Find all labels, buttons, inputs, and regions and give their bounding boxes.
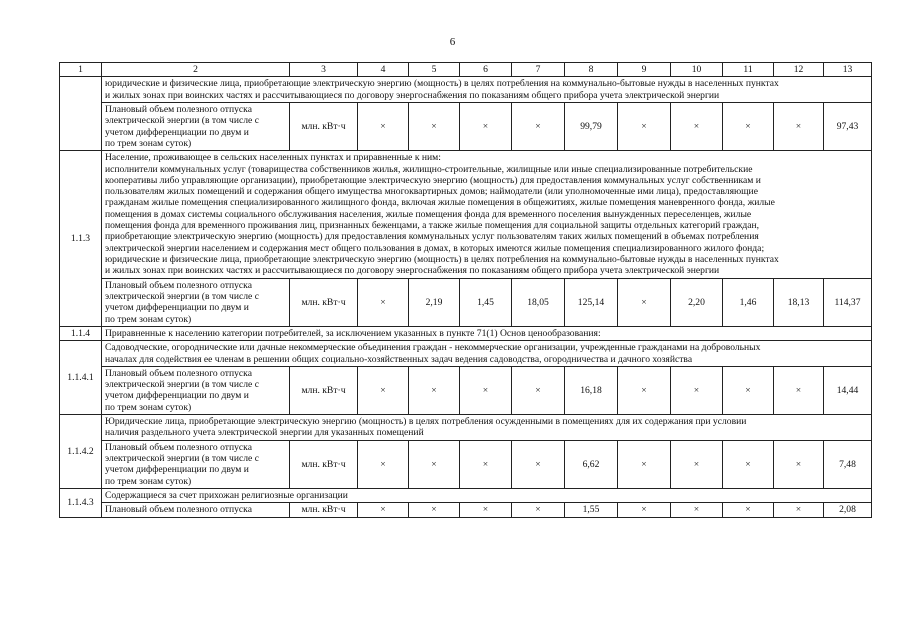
table-body <box>60 63 872 518</box>
value-cell: × <box>618 278 671 326</box>
volume-label <box>102 102 290 150</box>
volume-label <box>102 366 290 414</box>
value-cell: × <box>358 278 409 326</box>
value-cell: × <box>618 366 671 414</box>
volume-label-line: Плановый объем полезного отпуска <box>105 441 252 453</box>
value-cell: × <box>358 503 409 517</box>
value-cell: 16,18 <box>565 366 618 414</box>
value-cell: × <box>358 440 409 488</box>
volume-label-line: электрической энергии (в том числе с <box>105 379 259 391</box>
category-description <box>102 341 872 367</box>
volume-label-line: учетом дифференциации по двум и <box>105 464 249 476</box>
description-line: наличия раздельного учета электрической энергии для указанных помещений <box>105 427 424 439</box>
section-row <box>60 326 872 340</box>
value-cell: × <box>512 366 565 414</box>
unit-cell: млн. кВт·ч <box>290 102 358 150</box>
value-cell: 114,37 <box>824 278 872 326</box>
col-header-3: 3 <box>290 63 358 77</box>
item-number: 1.1.4.3 <box>60 488 102 517</box>
value-cell: × <box>460 102 512 150</box>
volume-label-line: учетом дифференциации по двум и <box>105 126 249 138</box>
description-line: Содержащиеся за счет прихожан религиозные организации <box>105 489 348 501</box>
tariff-table <box>59 62 872 518</box>
item-number: 1.1.4.2 <box>60 415 102 489</box>
description-line: приобретающие электрическую энергию (мощность) для предоставления коммунальных услуг пользователям таких жилых помещений в объемах потребления <box>105 231 759 243</box>
description-line: Население, проживающее в сельских населенных пунктах и приравненные к ним: <box>105 152 441 164</box>
value-cell: 14,44 <box>824 366 872 414</box>
volume-label-line: учетом дифференциации по двум и <box>105 302 249 314</box>
value-cell: 2,08 <box>824 503 872 517</box>
volume-label-line: Плановый объем полезного отпуска <box>105 103 252 115</box>
value-cell: × <box>774 440 824 488</box>
value-cell: 1,46 <box>723 278 774 326</box>
description-line: пользователям жилых помещений и содержания общего имущества многоквартирных домов; наймодатели (или уполномоченные ими лица), предоставляющие <box>105 186 758 198</box>
value-cell: 6,62 <box>565 440 618 488</box>
item-number <box>60 77 102 151</box>
value-cell: × <box>774 366 824 414</box>
value-cell: 99,79 <box>565 102 618 150</box>
value-cell: × <box>460 366 512 414</box>
value-cell: 7,48 <box>824 440 872 488</box>
description-line: и жилых зонах при воинских частях и рассчитывающиеся по договору энергоснабжения по показаниям общего прибора учета электрической энергии <box>105 89 720 101</box>
col-header-6: 6 <box>460 63 512 77</box>
value-cell: × <box>358 102 409 150</box>
col-header-1: 1 <box>60 63 102 77</box>
volume-label-line: по трем зонам суток) <box>105 313 192 325</box>
value-cell: × <box>512 440 565 488</box>
value-cell: × <box>512 102 565 150</box>
value-cell: × <box>358 366 409 414</box>
values-row <box>60 503 872 517</box>
item-number: 1.1.4.1 <box>60 341 102 415</box>
col-header-7: 7 <box>512 63 565 77</box>
value-cell: × <box>618 503 671 517</box>
description-line: Юридические лица, приобретающие электрическую энергию (мощность) в целях потребления осужденными в помещениях для их содержания при условии <box>105 416 747 428</box>
value-cell: 2,19 <box>409 278 460 326</box>
col-header-10: 10 <box>671 63 723 77</box>
item-number: 1.1.4 <box>60 326 102 340</box>
description-line: юридические и физические лица, приобретающие электрическую энергию (мощность) в целях потребления на коммунально-бытовые нужды в населенных пунктах <box>105 254 779 265</box>
value-cell: × <box>460 440 512 488</box>
volume-label <box>102 440 290 488</box>
value-cell: × <box>618 102 671 150</box>
col-header-13: 13 <box>824 63 872 77</box>
description-line: гражданам жилые помещения специализированного жилищного фонда, включая жилые помещения в общежитиях, жилые помещения маневренного фонда, жилые <box>105 197 775 209</box>
description-line: Садоводческие, огороднические или дачные некоммерческие объединения граждан - некоммерческие организации, учрежденные гражданами на добровольных <box>105 342 761 354</box>
category-description <box>102 488 872 502</box>
unit-cell: млн. кВт·ч <box>290 440 358 488</box>
category-description <box>102 415 872 441</box>
description-row <box>60 341 872 367</box>
values-row <box>60 366 872 414</box>
description-row <box>60 415 872 441</box>
volume-label-line: электрической энергии (в том числе с <box>105 453 259 464</box>
value-cell: 18,13 <box>774 278 824 326</box>
value-cell: × <box>671 440 723 488</box>
volume-label-line: Плановый объем полезного отпуска <box>105 279 252 291</box>
column-number-row <box>60 63 872 77</box>
unit-cell: млн. кВт·ч <box>290 278 358 326</box>
volume-label <box>102 503 290 517</box>
value-cell: 125,14 <box>565 278 618 326</box>
description-line: исполнители коммунальных услуг (товарищества собственников жилья, жилищно-строительные, жилищные или иные специализированные потребительские <box>105 163 753 175</box>
category-description <box>102 151 872 278</box>
page-number: 6 <box>449 36 456 48</box>
col-header-4: 4 <box>358 63 409 77</box>
value-cell: 1,45 <box>460 278 512 326</box>
description-row <box>60 77 872 103</box>
volume-label-line: по трем зонам суток) <box>105 137 192 149</box>
description-line: помещения в домах системы социального обслуживания населения, жилые помещения фонда для временного поселения вынужденных переселенцев, жилые <box>105 208 752 220</box>
value-cell: × <box>460 503 512 517</box>
volume-label <box>102 278 290 326</box>
description-row <box>60 151 872 278</box>
col-header-5: 5 <box>409 63 460 77</box>
value-cell: × <box>774 102 824 150</box>
section-heading: Приравненные к населению категории потребителей, за исключением указанных в пункте 71(1) Основ ценообразования: <box>102 326 872 340</box>
value-cell: 1,55 <box>565 503 618 517</box>
unit-cell: млн. кВт·ч <box>290 503 358 517</box>
col-header-9: 9 <box>618 63 671 77</box>
value-cell: × <box>671 102 723 150</box>
col-header-8: 8 <box>565 63 618 77</box>
value-cell: × <box>723 503 774 517</box>
value-cell: × <box>723 102 774 150</box>
description-line: и жилых зонах при воинских частях и рассчитывающиеся по договору энергоснабжения по показаниям общего прибора учета электрической энергии <box>105 265 720 277</box>
values-row <box>60 278 872 326</box>
value-cell: × <box>409 503 460 517</box>
volume-label-line: электрической энергии (в том числе с <box>105 290 259 302</box>
volume-label-line: Плановый объем полезного отпуска <box>105 504 252 516</box>
description-line: началах для содействия ее членам в решении общих социально-хозяйственных задач ведения садоводства, огородничества и дачного хозяйства <box>105 353 693 365</box>
description-line: юридические и физические лица, приобретающие электрическую энергию (мощность) в целях потребления на коммунально-бытовые нужды в населенных пунктах <box>105 78 779 90</box>
item-number: 1.1.3 <box>60 151 102 327</box>
description-line: помещения фонда для временного проживания лиц, признанных беженцами, а также жилые помещения для социальной защиты отдельных категорий граждан, <box>105 220 760 232</box>
value-cell: × <box>512 503 565 517</box>
value-cell: 97,43 <box>824 102 872 150</box>
values-row <box>60 440 872 488</box>
value-cell: × <box>618 440 671 488</box>
volume-label-line: электрической энергии (в том числе с <box>105 115 259 127</box>
description-line: кооперативы либо управляющие организации), приобретающие электрическую энергию (мощность) для предоставления коммунальных услуг собственникам и <box>105 174 761 186</box>
category-description <box>102 77 872 103</box>
value-cell: 18,05 <box>512 278 565 326</box>
value-cell: × <box>774 503 824 517</box>
value-cell: × <box>409 366 460 414</box>
value-cell: × <box>409 102 460 150</box>
col-header-12: 12 <box>774 63 824 77</box>
value-cell: × <box>409 440 460 488</box>
col-header-11: 11 <box>723 63 774 77</box>
unit-cell: млн. кВт·ч <box>290 366 358 414</box>
values-row <box>60 102 872 150</box>
value-cell: × <box>671 366 723 414</box>
value-cell: × <box>723 366 774 414</box>
volume-label-line: Плановый объем полезного отпуска <box>105 367 252 379</box>
description-line: электрической энергии населением и содержания мест общего пользования в домах, в которых имеются жилые помещения специализированного жилого фонда; <box>105 242 765 254</box>
description-row <box>60 488 872 502</box>
volume-label-line: по трем зонам суток) <box>105 475 192 487</box>
value-cell: 2,20 <box>671 278 723 326</box>
value-cell: × <box>671 503 723 517</box>
volume-label-line: учетом дифференциации по двум и <box>105 390 249 402</box>
col-header-2: 2 <box>102 63 290 77</box>
value-cell: × <box>723 440 774 488</box>
volume-label-line: по трем зонам суток) <box>105 401 192 413</box>
